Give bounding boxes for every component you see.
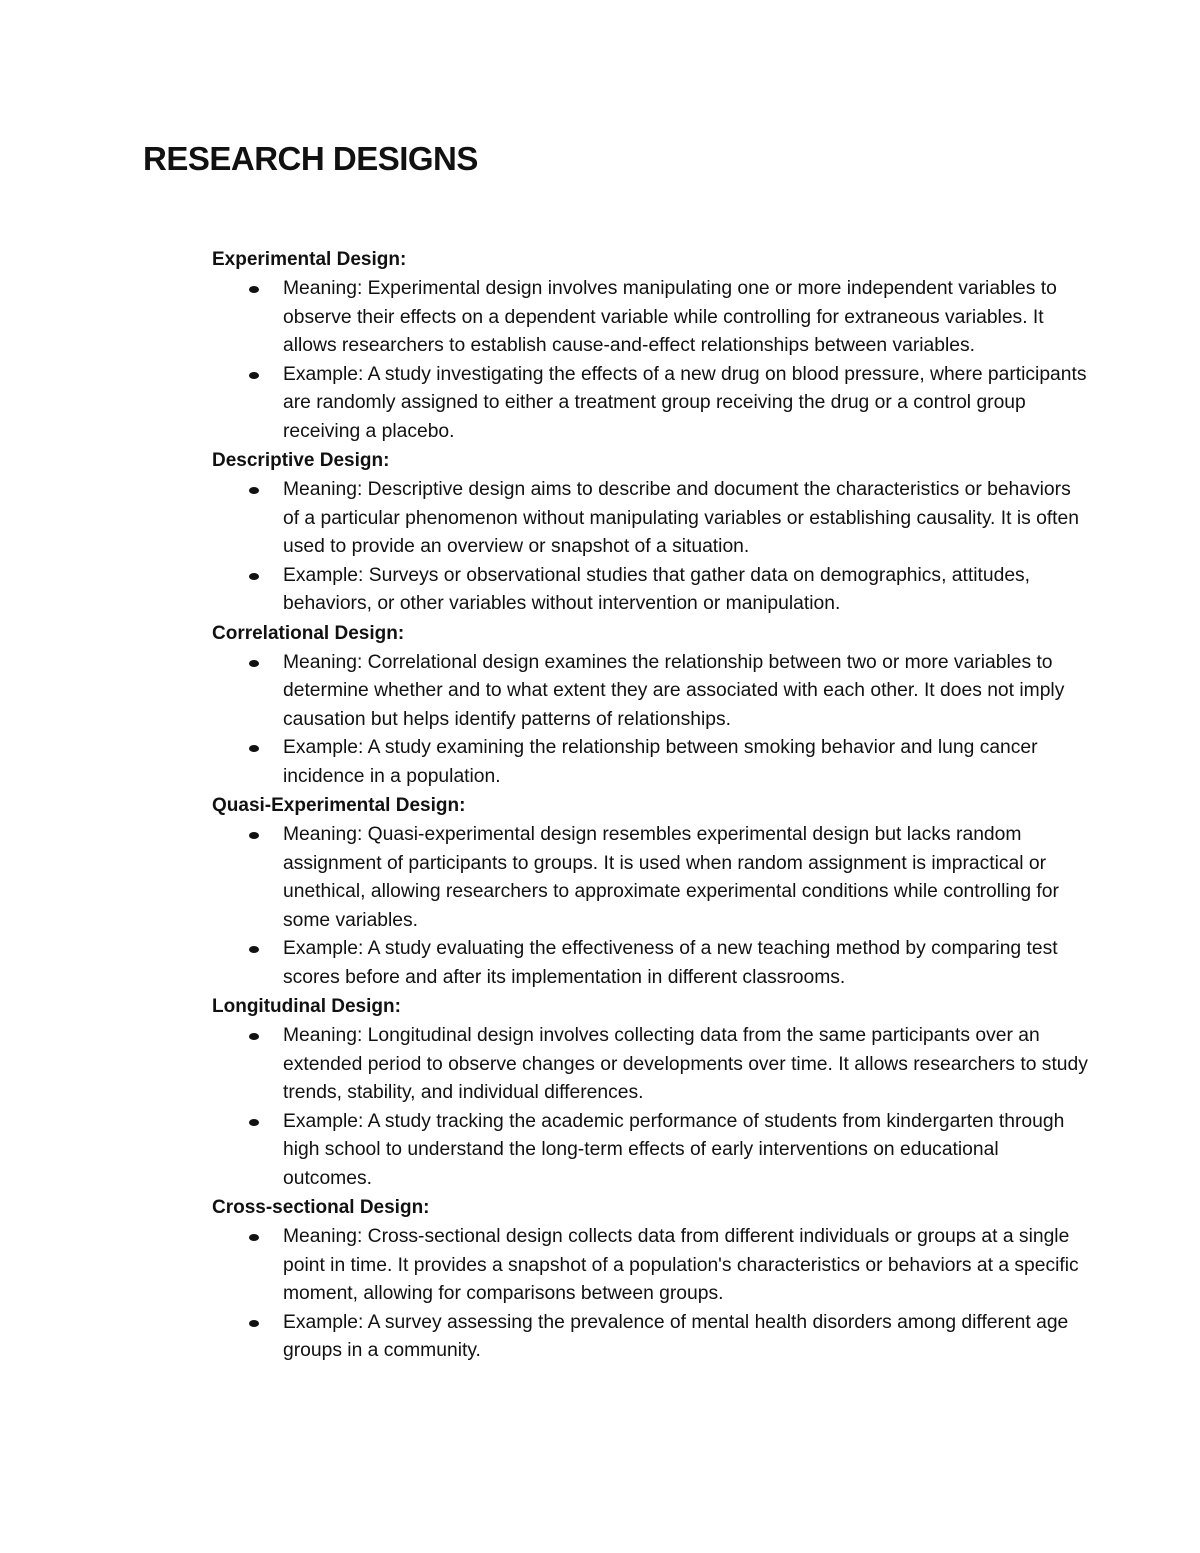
section-longitudinal-design [212, 992, 1092, 1193]
bullet-icon [249, 487, 259, 494]
list-item [212, 734, 1092, 791]
list-item-text: Meaning: Correlational design examines the relationship between two or more variables to determine whether and to what extent they are associated with each other. It does not imply causation but helps identify patterns of relationships. [283, 651, 1065, 730]
bullet-list [212, 1022, 1092, 1193]
section-heading: Cross-sectional Design: [212, 1197, 430, 1218]
list-item [212, 1223, 1092, 1309]
bullet-icon [249, 832, 259, 839]
list-item-text: Example: A study evaluating the effectiveness of a new teaching method by comparing test scores before and after its implementation in different classrooms. [283, 938, 1058, 988]
list-item-text: Meaning: Experimental design involves manipulating one or more independent variables to observe their effects on a dependent variable while controlling for extraneous variables. It allows researchers to establish cause-and-effect relationships between variables. [283, 278, 1057, 356]
section-heading: Longitudinal Design: [212, 996, 401, 1017]
bullet-list [212, 476, 1092, 619]
list-item-text: Meaning: Descriptive design aims to describe and document the characteristics or behaviors of a particular phenomenon without manipulating variables or establishing causality. It is often used to provide an overview or snapshot of a situation. [283, 479, 1079, 557]
bullet-icon [249, 1119, 259, 1126]
bullet-icon [249, 1234, 259, 1241]
list-item [212, 361, 1092, 447]
section-heading: Descriptive Design: [212, 450, 390, 471]
section-correlational-design [212, 619, 1092, 792]
bullet-icon [249, 573, 259, 580]
list-item-text: Example: A study tracking the academic performance of students from kindergarten through high school to understand the long-term effects of early interventions on educational outcomes. [283, 1110, 1065, 1189]
section-descriptive-design [212, 446, 1092, 619]
section-heading: Experimental Design: [212, 249, 407, 270]
section-heading: Quasi-Experimental Design: [212, 795, 466, 816]
list-item [212, 935, 1092, 992]
bullet-list [212, 821, 1092, 992]
list-item [212, 1108, 1092, 1194]
section-quasi-experimental-design [212, 791, 1092, 992]
list-item-text: Meaning: Longitudinal design involves collecting data from the same participants over an extended period to observe changes or developments over time. It allows researchers to study trends, stability, and individual differences. [283, 1025, 1088, 1103]
list-item-text: Example: A study investigating the effects of a new drug on blood pressure, where participants are randomly assigned to either a treatment group receiving the drug or a control group receiving a placebo. [283, 363, 1087, 442]
bullet-icon [249, 745, 259, 752]
list-item-text: Example: A study examining the relationship between smoking behavior and lung cancer incidence in a population. [283, 737, 1038, 787]
bullet-icon [249, 372, 259, 379]
bullet-list [212, 1223, 1092, 1366]
document-body [212, 245, 1092, 1366]
bullet-list [212, 649, 1092, 792]
list-item [212, 562, 1092, 619]
list-item [212, 821, 1092, 935]
bullet-icon [249, 660, 259, 667]
list-item [212, 275, 1092, 361]
list-item-text: Example: A survey assessing the prevalence of mental health disorders among different age groups in a community. [283, 1311, 1069, 1361]
bullet-icon [249, 946, 259, 953]
list-item [212, 1309, 1092, 1366]
document-title: RESEARCH DESIGNS [143, 140, 478, 177]
list-item-text: Meaning: Cross-sectional design collects data from different individuals or groups at a single point in time. It provides a snapshot of a population's characteristics or behaviors at a specific moment, allowing for comparisons between groups. [283, 1226, 1079, 1304]
section-cross-sectional-design [212, 1193, 1092, 1366]
list-item-text: Meaning: Quasi-experimental design resembles experimental design but lacks random assignment of participants to groups. It is used when random assignment is impractical or unethical, allowing researchers to approximate experimental conditions while controlling for some variables. [283, 824, 1059, 931]
bullet-icon [249, 1320, 259, 1327]
list-item [212, 649, 1092, 735]
bullet-icon [249, 1033, 259, 1040]
section-heading: Correlational Design: [212, 622, 405, 644]
list-item [212, 476, 1092, 562]
bullet-list [212, 275, 1092, 446]
list-item-text: Example: Surveys or observational studies that gather data on demographics, attitudes, behaviors, or other variables without intervention or manipulation. [283, 564, 1031, 614]
list-item [212, 1022, 1092, 1108]
bullet-icon [249, 286, 259, 293]
section-experimental-design [212, 245, 1092, 446]
